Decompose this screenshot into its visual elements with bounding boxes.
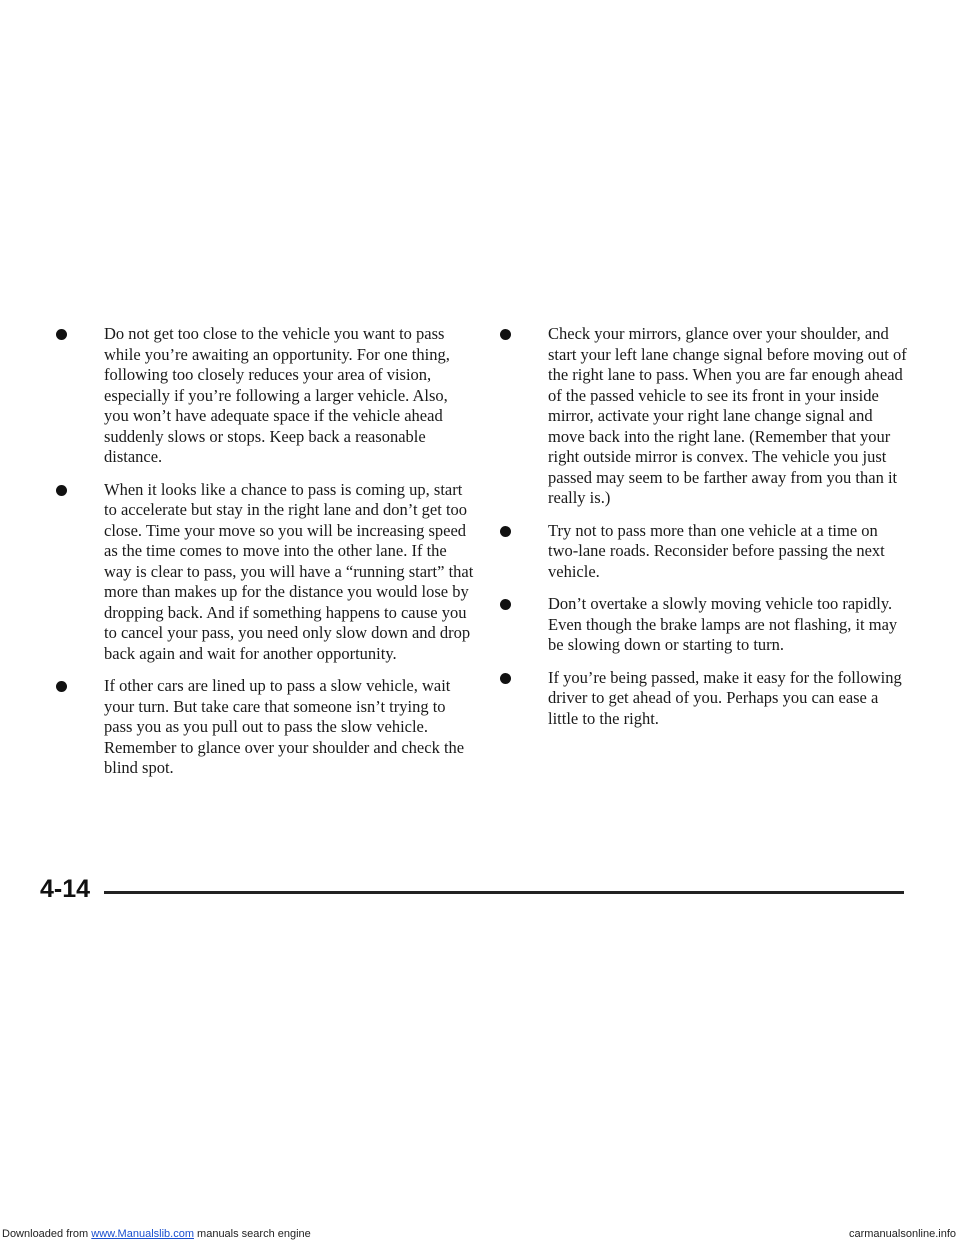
- bullet-text: Check your mirrors, glance over your shoulder, and start your left lane change signal before moving out of the right lane to pass. When you are far enough ahead of the passed vehicle to see its front in your inside mirror, activate your right lane change signal and move back into the right lane. (Remember that your right outside mirror is convex. The vehicle you just passed may seem to be farther away from you than it really is.): [548, 324, 907, 507]
- bullet-icon: [56, 681, 67, 692]
- bullet-icon: [500, 673, 511, 684]
- bullet-text: Do not get too close to the vehicle you want to pass while you’re awaiting an opportunity. For one thing, following too closely reduces your area of vision, especially if you’re following a larger vehicle. Also, you won’t have adequate space if the vehicle ahead suddenly slows or stops. Keep back a reasonable distance.: [104, 324, 450, 466]
- watermark-prefix: Downloaded from: [2, 1228, 92, 1240]
- watermark-left: [2, 1226, 311, 1242]
- bullet-icon: [500, 329, 511, 340]
- bullet-item: [500, 594, 910, 656]
- bullet-text: If other cars are lined up to pass a slow vehicle, wait your turn. But take care that someone isn’t trying to pass you as you pull out to pass the slow vehicle. Remember to glance over your shoulder and check the blind spot.: [104, 676, 465, 777]
- footer-divider: [104, 891, 904, 894]
- left-column: [56, 324, 474, 791]
- watermark-right: carmanualsonline.info: [848, 1228, 956, 1240]
- bullet-text: If you’re being passed, make it easy for the following driver to get ahead of you. Perhaps you can ease a little to the right.: [548, 667, 902, 728]
- bullet-item: [500, 521, 910, 583]
- manualslib-link[interactable]: www.Manualslib.com: [91, 1228, 194, 1240]
- bullet-text: Don’t overtake a slowly moving vehicle too rapidly. Even though the brake lamps are not flashing, it may be slowing down or starting to turn.: [548, 594, 898, 654]
- page-number: 4-14: [40, 875, 91, 903]
- bullet-icon: [500, 526, 511, 537]
- bullet-item: [56, 676, 474, 779]
- bullet-item: [500, 324, 910, 509]
- watermark-suffix: manuals search engine: [193, 1228, 311, 1240]
- bullet-icon: [56, 485, 67, 496]
- bullet-icon: [56, 329, 67, 340]
- bullet-item: [500, 668, 910, 730]
- bullet-icon: [500, 599, 511, 610]
- right-column: [500, 324, 910, 741]
- bullet-item: [56, 324, 474, 468]
- watermark-bar: [0, 1226, 960, 1242]
- bullet-item: [56, 480, 474, 665]
- bullet-text: When it looks like a chance to pass is coming up, start to accelerate but stay in the right lane and don’t get too close. Time your move so you will be increasing speed as the time comes to move into the other lane. If the way is clear to pass, you will have a “running start” that more than makes up for the distance you would lose by dropping back. And if something happens to cause you to cancel your pass, you need only slow down and drop back again and wait for another opportunity.: [104, 479, 474, 663]
- bullet-text: Try not to pass more than one vehicle at a time on two-lane roads. Reconsider before passing the next vehicle.: [548, 520, 885, 581]
